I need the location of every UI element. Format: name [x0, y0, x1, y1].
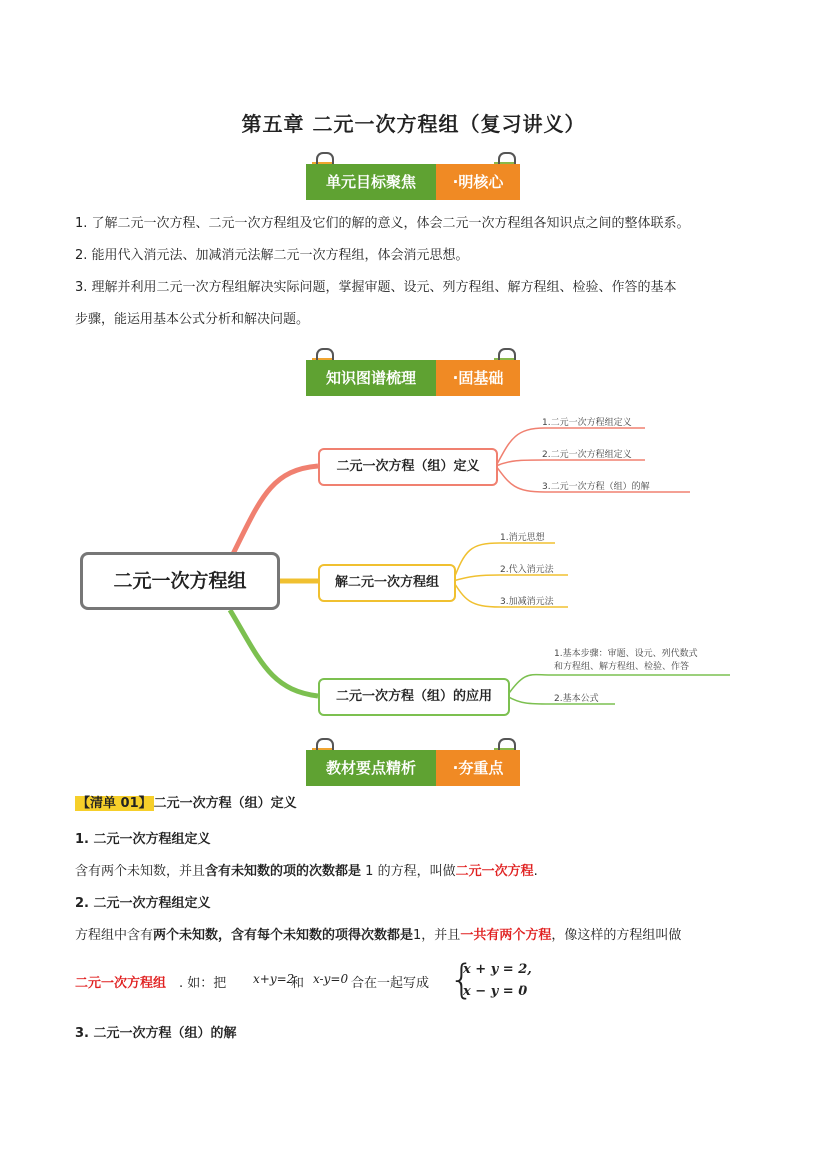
- mind-map: [0, 400, 827, 730]
- leaf-item: 3.二元一次方程（组）的解: [542, 482, 650, 492]
- banner-suffix: ·夯重点: [436, 750, 520, 786]
- branch-definition: 二元一次方程（组）定义: [318, 448, 498, 486]
- banner-label: 知识图谱梳理: [306, 360, 436, 396]
- list-tag: 【清单 01】: [77, 796, 152, 811]
- banner-label: 单元目标聚焦: [306, 164, 436, 200]
- leaf-item: 1.二元一次方程组定义: [542, 418, 632, 428]
- leaf-item: 2.二元一次方程组定义: [542, 450, 632, 460]
- leaf-item: 3.加减消元法: [500, 597, 554, 607]
- goal-item: 步骤，能运用基本公式分析和解决问题。: [75, 312, 310, 327]
- goal-item: 2. 能用代入消元法、加减消元法解二元一次方程组，体会消元思想。: [75, 248, 469, 263]
- equation: x-y=0: [313, 972, 349, 986]
- leaf-item: 2.基本公式: [554, 694, 599, 704]
- list-heading: [75, 792, 297, 811]
- goal-item: 3. 理解并利用二元一次方程组解决实际问题，掌握审题、设元、列方程组、解方程组、检验、作答的基本: [75, 280, 677, 295]
- section-3: [75, 1018, 765, 1050]
- section-banner-goals: [306, 164, 520, 200]
- brace-icon: {: [449, 957, 475, 1003]
- section-heading: 3. 二元一次方程（组）的解: [75, 1026, 237, 1041]
- leaf-item: 1.消元思想: [500, 533, 545, 543]
- section-heading: 1. 二元一次方程组定义: [75, 832, 211, 847]
- leaf-item: 1.基本步骤：审题、设元、列代数式: [554, 649, 698, 659]
- leaf-item: 2.代入消元法: [500, 565, 554, 575]
- banner-suffix: ·明核心: [436, 164, 520, 200]
- section-body: 方程组中含有两个未知数，含有每个未知数的项得次数都是1，并且一共有两个方程，像这样的方程组叫做: [75, 928, 682, 943]
- leaf-item: 和方程组、解方程组、检验、作答: [554, 662, 690, 672]
- section-heading: 2. 二元一次方程组定义: [75, 896, 211, 911]
- branch-solving: 解二元一次方程组: [318, 564, 456, 602]
- system-equation: x − y = 0: [463, 984, 528, 999]
- goal-item: 1. 了解二元一次方程、二元一次方程组及它们的解的意义，体会二元一次方程组各知识点之间的整体联系。: [75, 216, 690, 231]
- list-title: 二元一次方程（组）定义: [153, 796, 297, 811]
- page-title: 第五章 二元一次方程组（复习讲义）: [241, 112, 586, 136]
- section-1: [75, 824, 765, 888]
- equation: x+y=2: [253, 972, 295, 986]
- section-banner-keypoints: [306, 750, 520, 786]
- section-body: 含有两个未知数，并且含有未知数的项的次数都是 1 的方程，叫做二元一次方程.: [75, 864, 538, 879]
- section-2-example: 二元一次方程组 . 如：把 x+y=2 和 x-y=0 合在一起写成 { x + y = 2, x − y = 0 ，: [75, 957, 533, 1003]
- section-2: [75, 888, 765, 952]
- goals-list: [75, 208, 765, 336]
- system-equation: x + y = 2,: [463, 962, 532, 977]
- section-banner-map: [306, 360, 520, 396]
- branch-application: 二元一次方程（组）的应用: [318, 678, 510, 716]
- banner-label: 教材要点精析: [306, 750, 436, 786]
- mind-map-root: 二元一次方程组: [80, 552, 280, 610]
- banner-suffix: ·固基础: [436, 360, 520, 396]
